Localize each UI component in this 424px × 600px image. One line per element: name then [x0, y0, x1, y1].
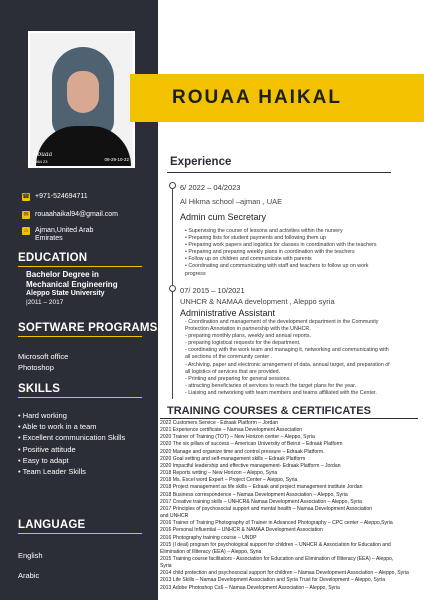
photo-signature: Rouaa [33, 151, 53, 158]
contact-email[interactable] [22, 211, 118, 219]
software-divider [18, 336, 142, 337]
contact-phone[interactable] [22, 193, 88, 201]
list-item: 2018 Reports writing – New Horizon – Aleppo, Syria [160, 470, 278, 477]
email-icon: ✉ [23, 212, 29, 218]
list-item: 2018 Ms. Excel word Expert – Project Center – Aleppo, Syria [160, 477, 298, 484]
training-divider [160, 418, 418, 419]
list-item: Microsoft office [18, 352, 69, 361]
skills-heading: SKILLS [18, 383, 61, 395]
experience-divider [167, 172, 391, 173]
list-item: Photoshop [18, 363, 54, 372]
education-years: |2011 – 2017 [26, 299, 64, 306]
list-item: • Supervising the course of lessons and activities within the nursery [185, 228, 343, 234]
list-item: • Hard working [18, 411, 67, 420]
training-heading: TRAINING COURSES & CERTIFICATES [167, 405, 371, 417]
list-item: 2014 child protection and psychosocial support for children – Namaa Development Association – Aleppo, Syria [160, 570, 409, 577]
job-role: Admin cum Secretary [180, 212, 267, 222]
skills-list [18, 410, 125, 477]
job-date: 07/ 2015 – 10/2021 [180, 286, 245, 295]
list-item: Elimination of Illiteracy (EEA) – Aleppo, Syria [160, 548, 262, 555]
list-item: • Easy to adapt [18, 455, 69, 465]
list-item: • Preparing lists for student payments and following them up [185, 235, 326, 242]
list-item: - attracting beneficiaries of services to reach the target plans for the year. [185, 382, 357, 389]
skills-divider [18, 397, 142, 398]
timeline-dot [169, 182, 176, 189]
list-item: - Printing and preparing for general sessions. [185, 375, 291, 382]
candidate-name: ROUAA HAIKAL [172, 87, 343, 108]
list-item: • Follow up on children and communicate with parents [185, 256, 312, 263]
job-bullets [185, 228, 413, 278]
list-item: 2017 Principles of psychosocial support and mental health – Namaa Development Association [160, 505, 373, 512]
education-divider [18, 266, 142, 267]
list-item: all logistics of services that are provided. [185, 368, 281, 375]
job-org: UNHCR & NAMAA development , Aleppo syria [180, 297, 335, 306]
list-item: • Team Leader Skills [18, 467, 86, 477]
list-item: 2016 Trainer of Training Photography of Trainer in Advanced Photography – CPC center – Aleppo,Syria [160, 520, 393, 527]
list-item: • Preparing and preparing weekly plans in coordination with the teachers [185, 249, 355, 256]
list-item: • Coordinating and communicating with staff and teachers to follow up on work [185, 263, 369, 270]
list-item: 2020 The six pillars of success – American University of Beirut – Edraak Platform [160, 441, 343, 448]
education-entry [26, 270, 156, 307]
list-item: 2017 Creative training skills – UNHCR& Namaa Development Association – Aleppo, Syria [160, 498, 362, 505]
language-list [18, 546, 43, 586]
list-item: 2020 Goal setting and self-management skills – Edraak Platform [160, 455, 306, 462]
list-item: Arabic [18, 571, 40, 580]
list-item: English [18, 551, 43, 560]
profile-photo [28, 31, 135, 168]
list-item: • Preparing work papers and logistics for classes in coordination with the teachers [185, 242, 377, 249]
list-item: • Positive attitude [18, 444, 76, 454]
list-item: • Able to work in a team [18, 422, 97, 432]
list-item: 2018 Business correspondence – Namaa Development Association – Aleppo, Syria [160, 491, 348, 498]
photo-face [67, 71, 99, 113]
list-item: 2020 Trainer of Training (TOT) – New Horizon center – Aleppo, Syria [160, 434, 315, 441]
software-heading: SOFTWARE PROGRAMS [18, 322, 158, 334]
list-item: 2015 Training course facilitators - Association for Education and Elimination of Illiteracy (EEA) – Aleppo, [160, 555, 394, 562]
list-item: 2016 Personal Influential – UNHCR & NAMAA Development Association [160, 527, 323, 534]
list-item: progress [185, 270, 206, 277]
list-item: - Archiving, paper and electronic arrangement of data, annual target, and preparation of [185, 361, 390, 368]
job-date: 6/ 2022 – 04/2023 [180, 183, 241, 192]
list-item: 2020 Manage and organize time and control pressure – Edraak Platform. [160, 448, 325, 455]
language-heading: LANGUAGE [18, 519, 86, 531]
email-text: rouaahaikal94@gmail.com [35, 211, 118, 218]
job-bullets [185, 319, 413, 397]
photo-date: 09-29-10-22 [104, 157, 129, 162]
phone-text: +971-524694711 [35, 193, 88, 200]
list-item: - Coordination and management of the development department in the Community [185, 319, 379, 325]
photo-code: 2664 23 [33, 159, 48, 164]
list-item: 2018 Project management as life skills – Edraak and project management institute Jordan [160, 484, 363, 491]
list-item: 2013 Life Skills – Namaa Development Association and Syria Trust for Development – Aleppo, Syria [160, 577, 386, 584]
list-item: Syria [160, 563, 172, 570]
list-item: Protection Annotation in partnership with the UNHCR. [185, 326, 311, 333]
timeline-dot [169, 285, 176, 292]
list-item: - preparing monthly plans, weekly and annual reports. [185, 333, 312, 340]
contact-location [22, 227, 102, 243]
job-org: Al Hikma school –ajman , UAE [180, 197, 283, 206]
list-item: and UNHCR [160, 513, 189, 520]
list-item: 2013 Adobe Photoshop Cs6 – Namaa Development Association – Aleppo, Syria [160, 584, 340, 591]
job-role: Administrative Assistant [180, 308, 276, 318]
list-item: all sections of the community center . [185, 354, 273, 361]
university: Aleppo State University [26, 290, 105, 297]
list-item: 2020 Impactful leadership and effective management- Edraak Platform – Jordan [160, 462, 341, 469]
list-item: • Excellent communication Skills [18, 433, 126, 443]
list-item: 2022 Customers Service - Edraak Platform – Jordan [160, 420, 279, 426]
list-item: 2016 Photography training course – UNDP [160, 534, 257, 541]
list-item: 2015 (I deal) program for psychological support for children – UNHCR & Association for Education and [160, 541, 391, 548]
degree-line-2: Mechanical Engineering [26, 279, 118, 289]
experience-heading: Experience [170, 156, 232, 168]
software-list [18, 351, 68, 373]
list-item: - coordinating with the work team and managing it, networking and communicating with [185, 347, 389, 354]
location-text: Ajman,United Arab Emirates [35, 227, 94, 242]
list-item: - preparing logistical requests for the department. [185, 340, 301, 347]
language-divider [18, 533, 142, 534]
degree-line-1: Bachelor Degree in [26, 270, 99, 279]
list-item: 2021 Experience certificate – Namaa Development Association [160, 427, 303, 434]
education-heading: EDUCATION [18, 252, 88, 264]
training-list [160, 420, 420, 592]
location-icon: ⌂ [22, 227, 30, 235]
list-item: - Liaising and networking with team members and teams affiliated with the Center. [185, 389, 377, 396]
phone-icon: ☎ [22, 194, 30, 200]
